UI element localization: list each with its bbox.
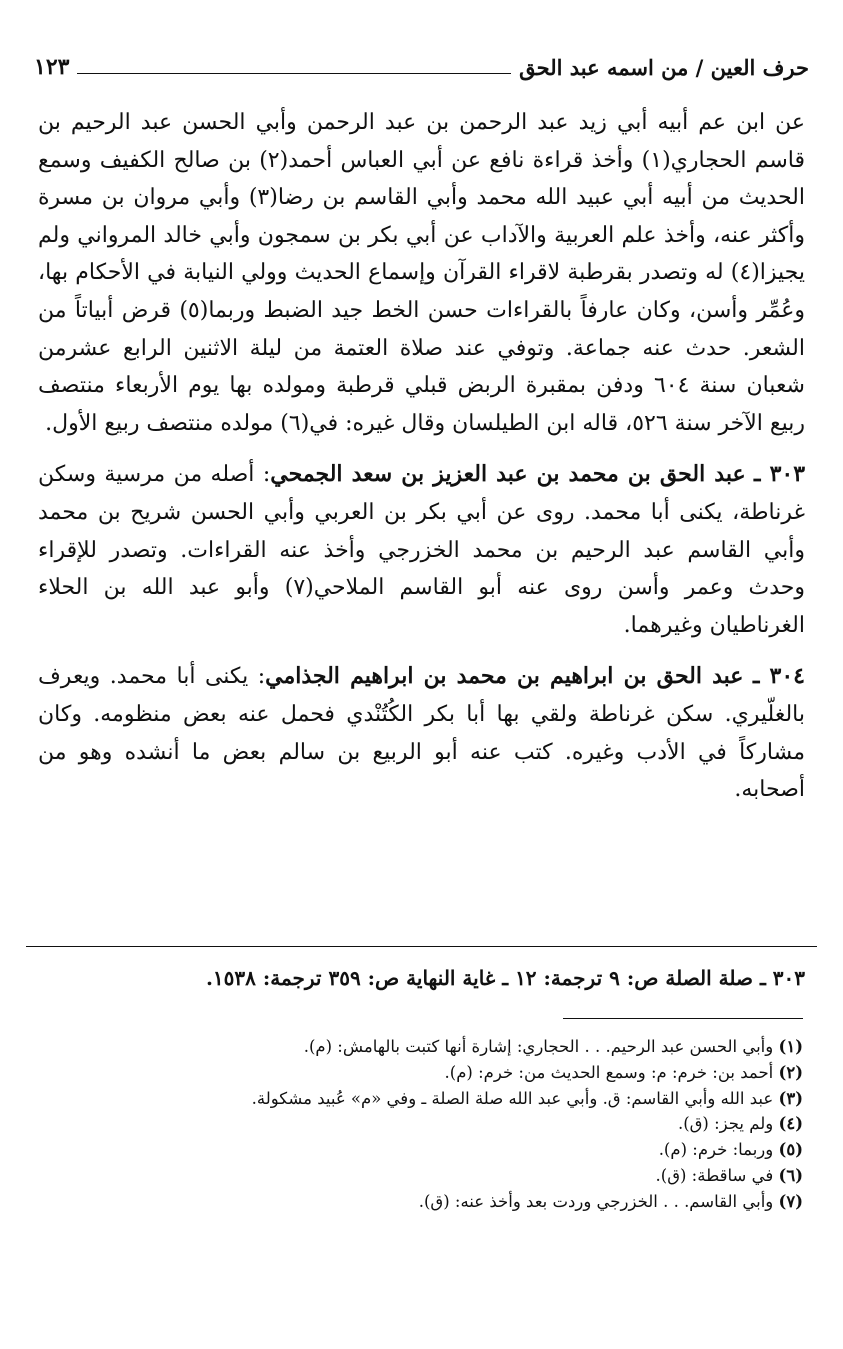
entry-heading: عبد الحق بن محمد بن عبد العزيز بن سعد الجمحي bbox=[270, 461, 746, 488]
footnote: (٥) وربما: خرم: (م). bbox=[658, 1140, 803, 1160]
header-title: حرف العين / من اسمه عبد الحق bbox=[519, 55, 809, 80]
entry-text: : أصله من مرسية وسكن غرناطة، يكنى أبا محمد. روى عن أبي بكر بن العربي وأبي الحسن شريح بن محمد وأبي القاسم عبد الرحيم بن محمد الخزرجي وأخذ عنه القراءات. وتصدر للإقراء وحدث وعمر وأسن روى عنه أبو القاسم الملاحي(٧) وأبو عبد الله بن الحلاء الغرناطيان وغيرهما. bbox=[38, 462, 805, 638]
sources-divider bbox=[26, 946, 817, 947]
footnote: (٣) عبد الله وأبي القاسم: ق. وأبي عبد الله صلة الصلة ـ وفي «م» عُبيد مشكولة. bbox=[251, 1088, 803, 1108]
paragraph-continuation: عن ابن عم أبيه أبي زيد عبد الرحمن بن عبد الرحمن وأبي الحسن عبد الرحيم بن قاسم الحجاري(١) وأخذ قراءة نافع عن أبي العباس أحمد(٢) بن صالح الكفيف وسمع الحديث من أبيه أبي عبيد الله محمد وأبي القاسم بن رضا(٣) وأبي مروان بن مسرة وأكثر عنه، وأخذ علم العربية والآداب عن أبي بكر بن سمجون وأبي خالد المرواني ولم يجيزا(٤) له وتصدر بقرطبة لاقراء القرآن وإسماع الحديث وولي النيابة في الأحكام بها، وعُمِّر وأسن، وكان عارفاً بالقراءات حسن الخط جيد الضبط وربما(٥) قرض أبياتاً من الشعر. حدث عنه جماعة. وتوفي عند صلاة العتمة من ليلة الاثنين الرابع عشرمن شعبان سنة ٦٠٤ ودفن بمقبرة الربض قبلي قرطبة ومولده بها يوم الأربعاء منتصف ربيع الآخر سنة ٥٢٦، قاله ابن الطيلسان وقال غيره: في(٦) مولده منتصف ربيع الأول. bbox=[38, 110, 805, 436]
entry-303 bbox=[38, 456, 805, 644]
footnote: (١) وأبي الحسن عبد الرحيم. . . الحجاري: إشارة أنها كتبت بالهامش: (م). bbox=[303, 1037, 803, 1056]
page-number: ١٢٣ bbox=[34, 54, 70, 80]
header-rule bbox=[77, 73, 511, 74]
footnote: (٢) أحمد بن: خرم: م: وسمع الحديث من: خرم: (م). bbox=[444, 1062, 803, 1082]
footnotes-divider bbox=[563, 1018, 803, 1019]
entry-number: ٣٠٤ ـ bbox=[752, 663, 805, 690]
running-header bbox=[34, 44, 809, 80]
entry-text: : يكنى أبا محمد. ويعرف بالغلّيري. سكن غرناطة ولقي بها أبا بكر الكُتُنْدي فحمل عنه بعض منظومه. وكان مشاركاً في الأدب وغيره. كتب عنه أبو الربيع بن سالم بعض ما أنشده وهو من أصحابه. bbox=[38, 664, 805, 803]
footnote: (٦) في ساقطة: (ق). bbox=[655, 1165, 803, 1185]
entry-heading: عبد الحق بن ابراهيم بن محمد بن ابراهيم الجذامي bbox=[265, 663, 744, 690]
entry-number: ٣٠٣ ـ bbox=[754, 461, 806, 488]
footnote: (٤) ولم يجز: (ق). bbox=[677, 1114, 803, 1134]
footnote: (٧) وأبي القاسم. . . الخزرجي وردت بعد وأخذ عنه: (ق). bbox=[418, 1191, 803, 1211]
main-text bbox=[38, 104, 805, 809]
sources-line: ٣٠٣ ـ صلة الصلة ص: ٩ ترجمة: ١٢ ـ غاية النهاية ص: ٣٥٩ ترجمة: ١٥٣٨. bbox=[205, 966, 805, 990]
footnotes bbox=[40, 1034, 803, 1215]
entry-304 bbox=[38, 658, 805, 808]
